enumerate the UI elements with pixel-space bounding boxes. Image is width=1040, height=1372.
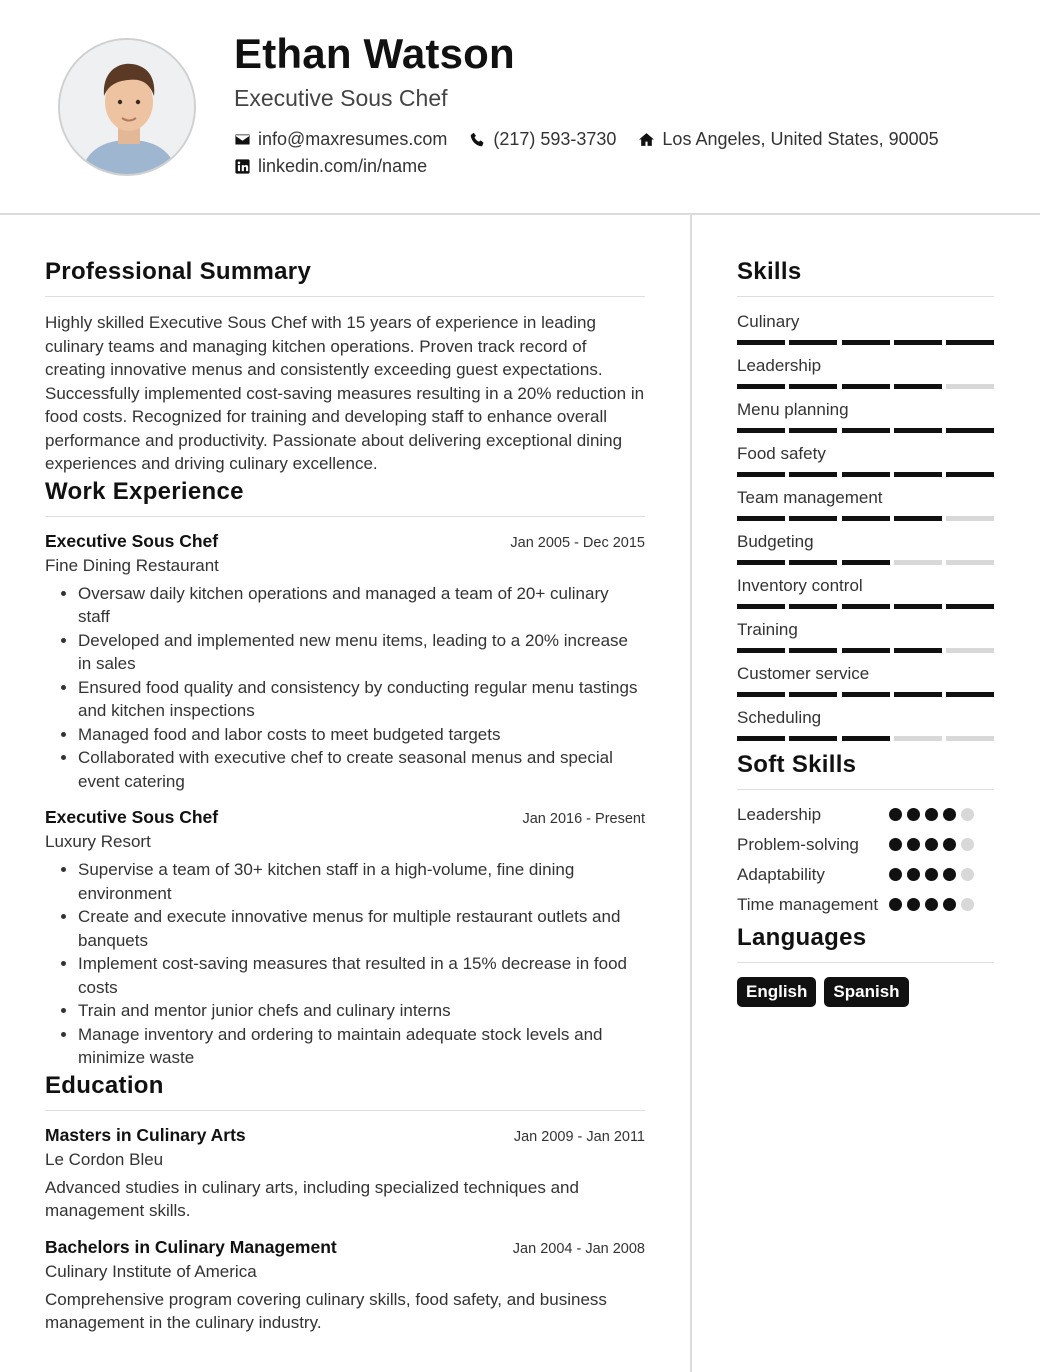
- email-text: info@maxresumes.com: [258, 129, 448, 149]
- skill-level-bar: [737, 384, 994, 389]
- skill-level-segment: [842, 428, 890, 433]
- skill-level-segment: [946, 340, 994, 345]
- job-company: Luxury Resort: [45, 832, 151, 851]
- rating-dot: [961, 868, 974, 881]
- skill-name: Training: [737, 620, 798, 639]
- skill-name: Inventory control: [737, 576, 863, 595]
- contact-phone[interactable]: [469, 129, 616, 150]
- languages-section: [737, 924, 994, 1007]
- education-date: Jan 2009 - Jan 2011: [513, 1128, 645, 1145]
- skill-level-bar: [737, 604, 994, 609]
- job-entry: [45, 807, 645, 1070]
- bullet-item: • Managed food and labor costs to meet budgeted targets: [78, 723, 645, 747]
- soft-skill-rating: [889, 864, 994, 881]
- skill-item: [737, 663, 994, 697]
- skill-level-segment: [946, 472, 994, 477]
- skill-item: [737, 575, 994, 609]
- language-tag: English: [737, 977, 816, 1007]
- job-bullets: [45, 858, 645, 1070]
- bullet-item: • Create and execute innovative menus for multiple restaurant outlets and banquets: [78, 905, 645, 952]
- skill-level-segment: [946, 604, 994, 609]
- bullet-item: • Collaborated with executive chef to create seasonal menus and special event catering: [78, 746, 645, 793]
- education-date: Jan 2004 - Jan 2008: [512, 1240, 645, 1257]
- skill-level-segment: [737, 560, 785, 565]
- soft-skill-rating: [889, 834, 994, 851]
- linkedin-text: linkedin.com/in/name: [258, 156, 428, 176]
- soft-skill-name: Time management: [737, 895, 879, 914]
- rating-dot: [889, 838, 902, 851]
- skill-level-segment: [946, 648, 994, 653]
- skill-level-segment: [789, 472, 837, 477]
- education-header: [45, 1125, 645, 1146]
- skill-level-bar: [737, 428, 994, 433]
- skill-level-segment: [894, 428, 942, 433]
- skill-level-segment: [842, 340, 890, 345]
- skill-level-segment: [946, 560, 994, 565]
- skill-level-segment: [894, 736, 942, 741]
- rating-dot: [925, 808, 938, 821]
- skill-name: Menu planning: [737, 400, 849, 419]
- experience-heading: Work Experience: [45, 478, 645, 517]
- person-portrait-icon: [60, 40, 196, 176]
- skill-level-segment: [894, 384, 942, 389]
- skill-level-bar: [737, 340, 994, 345]
- skill-level-segment: [737, 692, 785, 697]
- home-icon: [638, 131, 655, 148]
- skill-level-segment: [737, 604, 785, 609]
- skill-level-segment: [894, 560, 942, 565]
- skill-level-segment: [737, 340, 785, 345]
- contact-location: [638, 129, 938, 150]
- education-header: [45, 1237, 645, 1258]
- summary-heading: Professional Summary: [45, 258, 645, 297]
- side-column: [737, 258, 994, 1007]
- soft-skill-item: [737, 894, 994, 916]
- skill-name: Team management: [737, 488, 883, 507]
- resume-header: [0, 0, 1040, 215]
- candidate-title: Executive Sous Chef: [234, 85, 448, 111]
- soft-skill-item: [737, 804, 994, 826]
- skill-item: [737, 399, 994, 433]
- rating-dot: [889, 808, 902, 821]
- soft-skill-rating: [889, 804, 994, 821]
- rating-dot: [889, 868, 902, 881]
- column-divider: [690, 215, 692, 1372]
- skill-item: [737, 443, 994, 477]
- skill-level-segment: [842, 604, 890, 609]
- rating-dot: [907, 838, 920, 851]
- skills-section: [737, 258, 994, 741]
- skill-level-segment: [789, 384, 837, 389]
- education-heading: Education: [45, 1072, 645, 1111]
- rating-dot: [943, 838, 956, 851]
- bullet-item: • Supervise a team of 30+ kitchen staff in a high-volume, fine dining environment: [78, 858, 645, 905]
- soft-skill-name: Adaptability: [737, 865, 825, 884]
- soft-skill-item: [737, 864, 994, 886]
- job-date: Jan 2016 - Present: [522, 811, 645, 827]
- skill-level-bar: [737, 648, 994, 653]
- linkedin-icon: [234, 158, 251, 175]
- skill-name: Leadership: [737, 356, 822, 375]
- soft-skill-name: Problem-solving: [737, 835, 859, 854]
- skill-list: [737, 311, 994, 741]
- skill-level-segment: [737, 384, 785, 389]
- education-description: Comprehensive program covering culinary skills, food safety, and business management in the culinary industry.: [45, 1289, 607, 1332]
- contact-row: [234, 129, 961, 150]
- skill-level-segment: [789, 736, 837, 741]
- skill-item: [737, 531, 994, 565]
- rating-dot: [943, 898, 956, 911]
- rating-dot: [961, 808, 974, 821]
- soft-skills-heading: Soft Skills: [737, 751, 994, 790]
- rating-dot: [943, 868, 956, 881]
- contact-row-linkedin: [234, 156, 449, 177]
- skill-level-bar: [737, 692, 994, 697]
- skill-level-segment: [737, 516, 785, 521]
- phone-text: (217) 593-3730: [493, 129, 617, 149]
- skill-level-segment: [789, 340, 837, 345]
- skill-level-segment: [842, 692, 890, 697]
- rating-dot: [961, 898, 974, 911]
- skill-level-segment: [789, 604, 837, 609]
- skill-level-bar: [737, 516, 994, 521]
- skill-level-segment: [842, 648, 890, 653]
- rating-dot: [925, 868, 938, 881]
- contact-linkedin[interactable]: [234, 156, 427, 177]
- language-list: [737, 977, 994, 1007]
- skill-level-segment: [842, 560, 890, 565]
- skill-item: [737, 619, 994, 653]
- contact-email[interactable]: [234, 129, 447, 150]
- education-section: [45, 1072, 645, 1335]
- skill-item: [737, 487, 994, 521]
- skill-level-segment: [894, 604, 942, 609]
- skill-level-segment: [894, 692, 942, 697]
- skill-level-segment: [894, 648, 942, 653]
- skill-level-segment: [946, 736, 994, 741]
- job-entry: [45, 531, 645, 794]
- skill-level-segment: [737, 472, 785, 477]
- skill-name: Scheduling: [737, 708, 822, 727]
- school-name: Le Cordon Bleu: [45, 1149, 164, 1169]
- rating-dot: [925, 838, 938, 851]
- soft-skill-list: [737, 804, 994, 916]
- phone-icon: [469, 131, 486, 148]
- degree-title: Bachelors in Culinary Management: [45, 1236, 337, 1257]
- skill-level-segment: [737, 648, 785, 653]
- rating-dot: [925, 898, 938, 911]
- bullet-item: • Oversaw daily kitchen operations and managed a team of 20+ culinary staff: [78, 582, 645, 629]
- skill-item: [737, 355, 994, 389]
- skill-item: [737, 707, 994, 741]
- rating-dot: [907, 868, 920, 881]
- rating-dot: [961, 838, 974, 851]
- skill-level-segment: [894, 516, 942, 521]
- skill-name: Food safety: [737, 444, 826, 463]
- envelope-icon: [234, 131, 251, 148]
- bullet-item: • Ensured food quality and consistency by conducting regular menu tastings and kitchen inspections: [78, 676, 645, 723]
- skill-level-segment: [946, 692, 994, 697]
- languages-heading: Languages: [737, 924, 994, 963]
- education-entry: [45, 1125, 645, 1223]
- skill-level-segment: [789, 516, 837, 521]
- skill-level-segment: [789, 560, 837, 565]
- soft-skills-section: [737, 751, 994, 916]
- language-tag: Spanish: [824, 977, 908, 1007]
- skill-level-bar: [737, 472, 994, 477]
- skill-level-segment: [946, 516, 994, 521]
- summary-text: Highly skilled Executive Sous Chef with 15 years of experience in leading culinary teams and managing kitchen operations. Proven track record of creating innovative menus and consistently exceeding guest expectations. Successfully implemented cost-saving measures resulting in a 20% reduction in food costs. Recognized for training and developing staff to enhance overall performance and productivity. Passionate about delivering exceptional dining experiences and driving culinary excellence.: [45, 313, 645, 473]
- experience-section: [45, 478, 645, 1070]
- soft-skill-item: [737, 834, 994, 856]
- bullet-item: • Train and mentor junior chefs and culinary interns: [78, 999, 645, 1023]
- bullet-item: • Implement cost-saving measures that resulted in a 15% decrease in food costs: [78, 952, 645, 999]
- job-header: [45, 807, 645, 828]
- skills-heading: Skills: [737, 258, 994, 297]
- skill-item: [737, 311, 994, 345]
- skill-level-segment: [946, 384, 994, 389]
- location-text: Los Angeles, United States, 90005: [662, 129, 939, 149]
- rating-dot: [907, 898, 920, 911]
- education-description: Advanced studies in culinary arts, including specialized techniques and management skills.: [45, 1177, 579, 1220]
- job-header: [45, 531, 645, 552]
- skill-level-segment: [842, 384, 890, 389]
- skill-level-bar: [737, 736, 994, 741]
- skill-level-segment: [789, 428, 837, 433]
- profile-photo: [58, 38, 196, 176]
- bullet-item: • Developed and implemented new menu items, leading to a 20% increase in sales: [78, 629, 645, 676]
- candidate-name: Ethan Watson: [234, 30, 515, 77]
- job-company: Fine Dining Restaurant: [45, 555, 219, 575]
- education-list: [45, 1125, 645, 1335]
- skill-level-segment: [737, 428, 785, 433]
- skill-level-segment: [894, 472, 942, 477]
- degree-title: Masters in Culinary Arts: [45, 1124, 246, 1145]
- school-name: Culinary Institute of America: [45, 1261, 257, 1281]
- soft-skill-name: Leadership: [737, 805, 822, 824]
- skill-level-segment: [842, 472, 890, 477]
- skill-level-segment: [894, 340, 942, 345]
- job-date: Jan 2005 - Dec 2015: [510, 534, 645, 551]
- skill-level-segment: [789, 692, 837, 697]
- bullet-item: • Manage inventory and ordering to maintain adequate stock levels and minimize waste: [78, 1023, 645, 1070]
- main-column: [45, 258, 645, 1335]
- rating-dot: [889, 898, 902, 911]
- skill-name: Budgeting: [737, 532, 814, 551]
- rating-dot: [943, 808, 956, 821]
- soft-skill-rating: [889, 894, 994, 911]
- skill-name: Customer service: [737, 664, 870, 683]
- education-entry: [45, 1237, 645, 1335]
- rating-dot: [907, 808, 920, 821]
- skill-level-segment: [842, 516, 890, 521]
- skill-level-segment: [737, 736, 785, 741]
- skill-level-segment: [842, 736, 890, 741]
- job-title: Executive Sous Chef: [45, 807, 219, 827]
- skill-level-segment: [789, 648, 837, 653]
- summary-section: [45, 258, 645, 476]
- skill-level-bar: [737, 560, 994, 565]
- job-list: [45, 531, 645, 1070]
- job-bullets: [45, 582, 645, 794]
- skill-level-segment: [946, 428, 994, 433]
- skill-name: Culinary: [737, 312, 800, 331]
- job-title: Executive Sous Chef: [45, 530, 219, 551]
